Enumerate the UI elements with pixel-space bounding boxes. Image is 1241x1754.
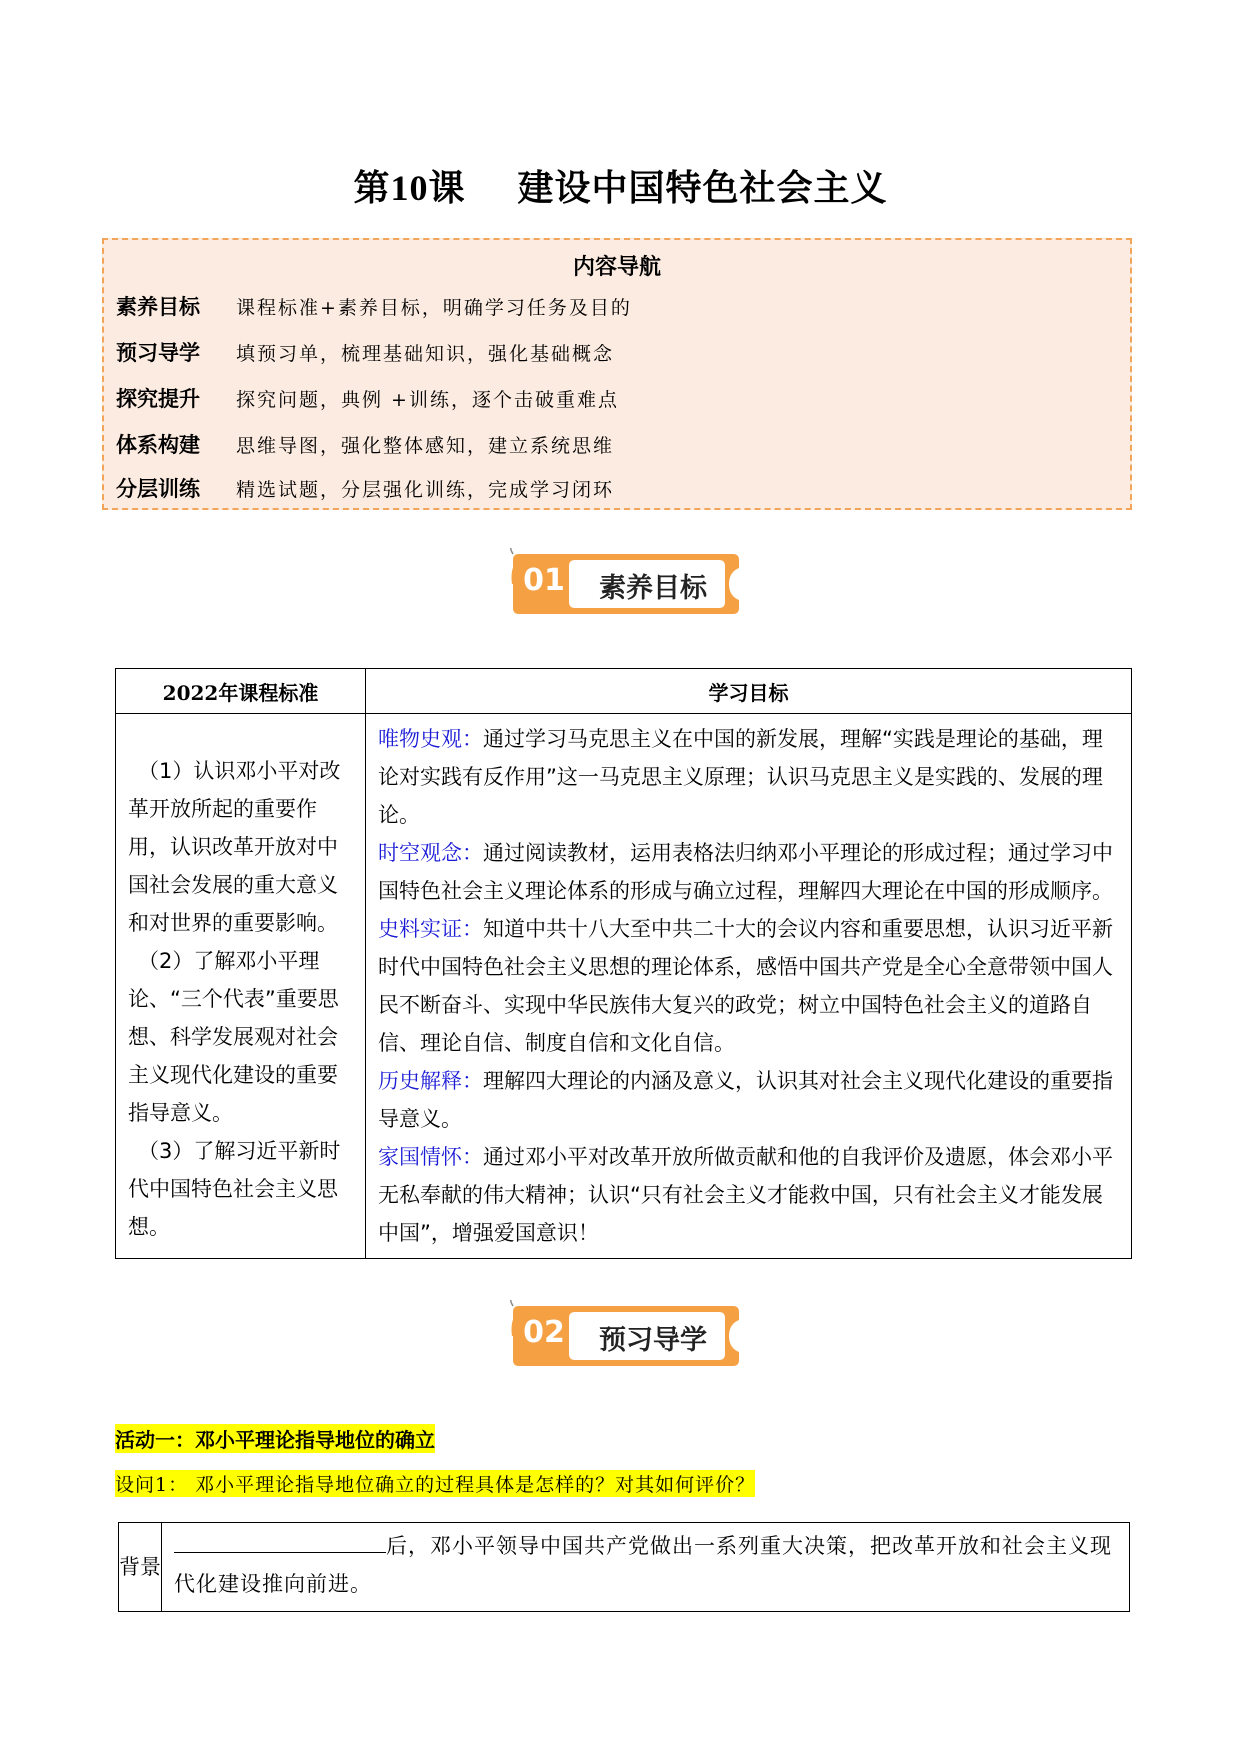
title-suffix: 课 (428, 167, 466, 209)
goal-item (378, 910, 1117, 1062)
goal-item (378, 1138, 1117, 1252)
banner-text: 预习导学 (599, 1325, 707, 1356)
background-label: 背景 (119, 1523, 162, 1612)
background-text: 后，邓小平领导中国共产党做出一系列重大决策，把改革开放和社会主义现代化建设推向前进。 (174, 1534, 1112, 1596)
nav-desc: 思维导图，强化整体感知，建立系统思维 (236, 434, 615, 457)
section-banner-01 (507, 548, 743, 620)
header-standard: 2022年课程标准 (116, 669, 366, 714)
goal-label: 史料实证： (378, 917, 483, 941)
goal-text: 理解四大理论的内涵及意义，认识其对社会主义现代化建设的重要指导意义。 (378, 1069, 1113, 1131)
banner-text: 素养目标 (599, 573, 707, 604)
goal-text: 知道中共十八大至中共二十大的会议内容和重要思想，认识习近平新时代中国特色社会主义思想的理论体系，感悟中国共产党是全心全意带领中国人民不断奋斗、实现中华民族伟大复兴的政党；树立中国特色社会主义的道路自信、理论自信、制度自信和文化自信。 (378, 917, 1113, 1055)
table-row (119, 1523, 1130, 1612)
content-navigation-box (102, 238, 1132, 510)
nav-desc: 填预习单，梳理基础知识，强化基础概念 (236, 342, 615, 365)
section-banner-02 (507, 1300, 743, 1372)
goals-table (115, 668, 1132, 1259)
nav-label: 素养目标 (116, 295, 200, 319)
nav-row (116, 286, 632, 326)
goal-text: 通过邓小平对改革开放所做贡献和他的自我评价及遗愿，体会邓小平无私奉献的伟大精神；认识“只有社会主义才能救中国，只有社会主义才能发展中国”，增强爱国意识！ (378, 1145, 1113, 1245)
activity-question: 设问1： 邓小平理论指导地位确立的过程具体是怎样的？对其如何评价？ (115, 1470, 755, 1497)
table-row (116, 714, 1132, 1259)
background-cell (162, 1523, 1130, 1612)
nav-row (116, 424, 614, 464)
standards-cell (116, 714, 366, 1259)
background-table (118, 1522, 1130, 1612)
banner-number: 02 (523, 1315, 565, 1350)
goal-text: 通过阅读教材，运用表格法归纳邓小平理论的形成过程；通过学习中国特色社会主义理论体系的形成与确立过程，理解四大理论在中国的形成顺序。 (378, 841, 1113, 903)
goals-cell (366, 714, 1132, 1259)
page-title (0, 160, 1241, 211)
nav-label: 体系构建 (116, 433, 200, 457)
nav-row (116, 378, 619, 418)
title-prefix: 第 (353, 167, 391, 209)
activity-title: 活动一：邓小平理论指导地位的确立 (115, 1424, 435, 1453)
goal-item (378, 834, 1117, 910)
goal-item (378, 720, 1117, 834)
nav-label: 预习导学 (116, 341, 200, 365)
goal-label: 家国情怀： (378, 1145, 483, 1169)
nav-desc: 探究问题，典例 +训练，逐个击破重难点 (236, 388, 619, 411)
title-number: 10 (390, 168, 429, 208)
standard-item: （2）了解邓小平理论、“三个代表”重要思想、科学发展观对社会主义现代化建设的重要指导意义。 (128, 949, 339, 1125)
goal-label: 唯物史观： (378, 727, 483, 751)
title-name: 建设中国特色社会主义 (517, 167, 888, 209)
nav-row (116, 468, 614, 508)
nav-label: 分层训练 (116, 477, 200, 501)
standard-item: （3）了解习近平新时代中国特色社会主义思想。 (128, 1139, 341, 1239)
nav-desc: 课程标准+素养目标，明确学习任务及目的 (236, 296, 632, 319)
goal-text: 通过学习马克思主义在中国的新发展，理解“实践是理论的基础，理论对实践有反作用”这一马克思主义原理；认识马克思主义是实践的、发展的理论。 (378, 727, 1103, 827)
nav-title: 内容导航 (572, 255, 661, 280)
header-goal: 学习目标 (366, 669, 1132, 714)
goal-label: 历史解释： (378, 1069, 483, 1093)
fill-in-blank[interactable] (174, 1530, 386, 1553)
nav-row (116, 332, 614, 372)
nav-label: 探究提升 (116, 387, 200, 411)
nav-desc: 精选试题，分层强化训练，完成学习闭环 (236, 478, 615, 501)
standard-item: （1）认识邓小平对改革开放所起的重要作用，认识改革开放对中国社会发展的重大意义和对世界的重要影响。 (128, 759, 341, 935)
table-header-row (116, 669, 1132, 714)
banner-number: 01 (523, 563, 565, 598)
goal-label: 时空观念： (378, 841, 483, 865)
goal-item (378, 1062, 1117, 1138)
